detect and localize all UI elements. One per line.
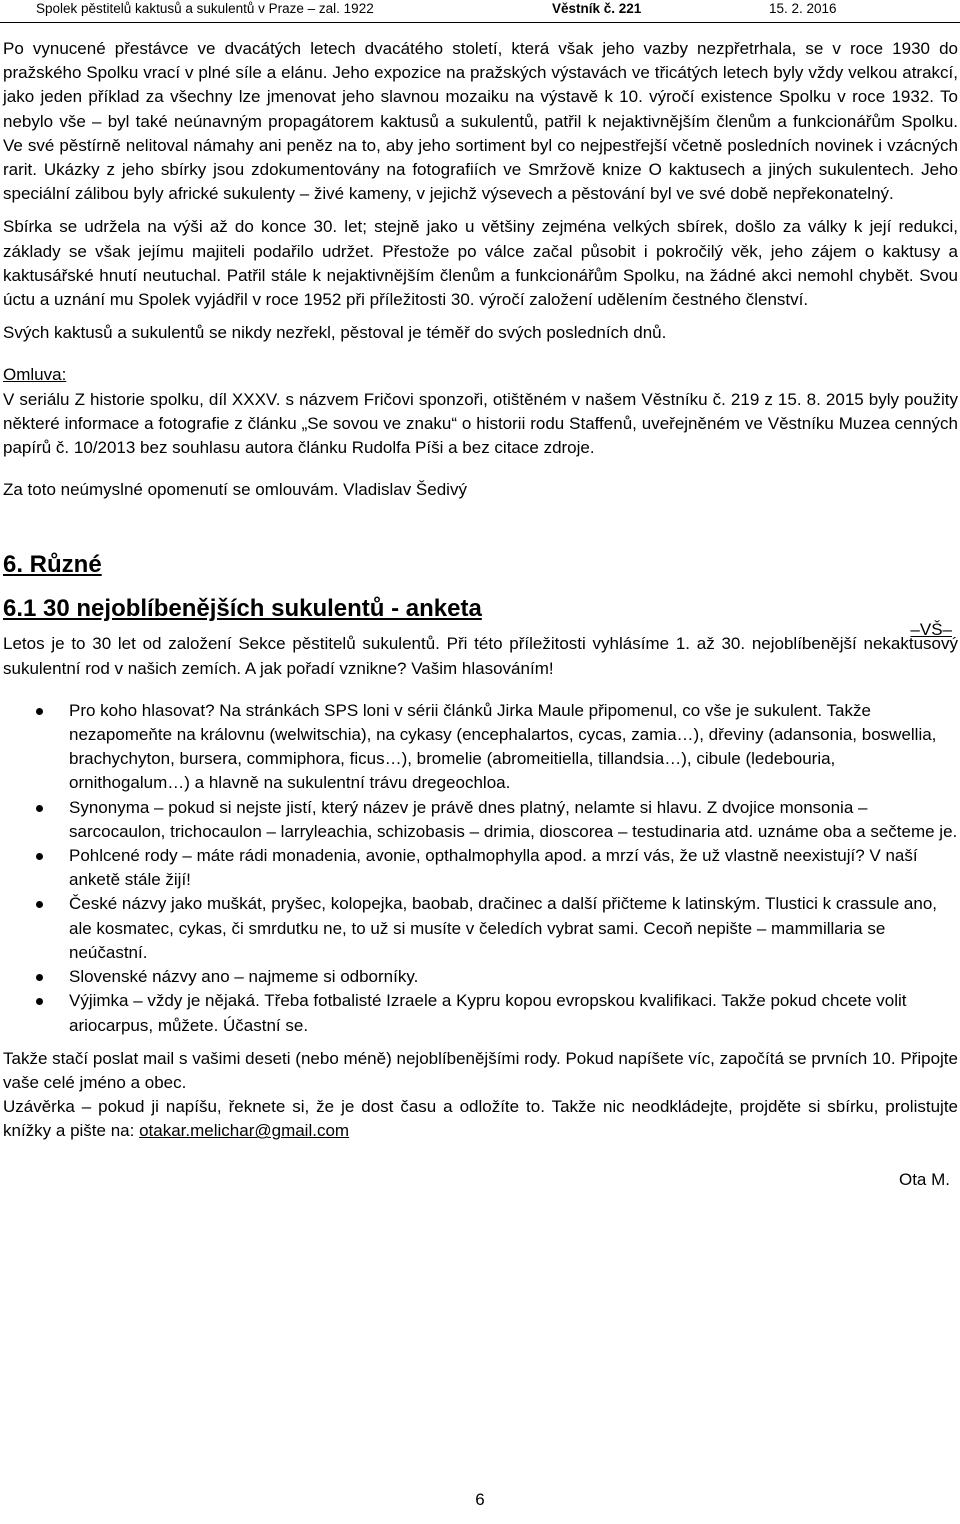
paragraph-history-2: Sbírka se udržela na výši až do konce 30. let; stejně jako u většiny zejména velkých sbírek, došlo za války k její redukci, základy se však jejímu majiteli podařilo udržet. Přestože po válce začal působit i pokročilý věk, jeho zájem o kaktusy a kaktusářské hnutí neutuchal. Patřil stále k nejaktivnějším členům a funkcionářům Spolku, na žádné akci nemohl chybět. Svou úctu a uznání mu Spolek vyjádřil v roce 1952 při příležitosti 30. výročí založení udělením čestného členství. xyxy=(3,217,958,310)
poll-deadline: Uzávěrka – pokud ji napíšu, řeknete si, že je dost času a odložíte to. Takže nic neodkládejte, projděte si sbírku, prolistujte knížky a pište na: otakar.melichar@gmail.com xyxy=(3,1097,958,1141)
list-item: Pohlcené rody – máte rádi monadenia, avonie, opthalmophylla apod. a mrzí vás, že už vlastně neexistují? V naší anketě stále žijí! xyxy=(3,844,958,892)
apology-initials: –VŠ– xyxy=(910,620,952,639)
section-subtitle: 6.1 30 nejoblíbenějších sukulentů - anketa xyxy=(3,595,482,623)
list-item: Výjimka – vždy je nějaká. Třeba fotbalisté Izraele a Kypru kopou evropskou kvalifikaci. Takže pokud chcete volit ariocarpus, můžete. Účastní se. xyxy=(3,989,958,1037)
paragraph-history-3: Svých kaktusů a sukulentů se nikdy nezřekl, pěstoval je téměř do svých posledních dnů. xyxy=(3,323,667,343)
header-date: 15. 2. 2016 xyxy=(769,1,837,16)
poll-intro: Letos je to 30 let od založení Sekce pěstitelů sukulentů. Při této příležitosti vyhlásíme 1. až 30. nejoblíbenější nekaktusový sukulentní rod v našich zemích. A jak pořadí vznikne? Vašim hlasováním! xyxy=(3,634,958,678)
bullet-icon xyxy=(36,974,43,981)
author-signature: Ota M. xyxy=(898,1169,950,1189)
header-bulletin: Věstník č. 221 xyxy=(552,1,642,16)
list-item: Synonyma – pokud si nejste jistí, který název je právě dnes platný, nelamte si hlavu. Z dvojice monsonia – sarcocaulon, trichocaulon – larryleachia, schizobasis – drimia, dioscorea – testudinaria atd. uznáme oba a sečteme je. xyxy=(3,796,958,844)
bullet-icon xyxy=(36,901,43,908)
email-link[interactable]: otakar.melichar@gmail.com xyxy=(139,1121,350,1141)
bullet-icon xyxy=(36,805,43,812)
poll-instructions: Takže stačí poslat mail s vašimi deseti (nebo méně) nejoblíbenějšími rody. Pokud napíšete víc, započítá se prvních 10. Připojte vaše celé jméno a obec. xyxy=(3,1048,958,1092)
poll-rules-list xyxy=(3,699,958,1038)
list-item: Pro koho hlasovat? Na stránkách SPS loni v sérii článků Jirka Maule připomenul, co vše je sukulent. Takže nezapomeňte na královnu (welwitschia), na cykasy (encephalartos, cycas, zamia…), dřeviny (adansonia, boswellia, brachychyton, bursera, commiphora, ficus…), bromelie (abromeitiella, tillandsia…), cibule (ledebouria, ornithogalum…) a hlavně na sukulentní trávu dregeochloa. xyxy=(3,699,958,796)
apology-heading: Omluva: xyxy=(3,365,67,385)
bullet-icon xyxy=(36,998,43,1005)
page-header xyxy=(0,0,960,23)
bullet-icon xyxy=(36,708,43,715)
article-body xyxy=(3,37,958,1192)
bullet-icon xyxy=(36,853,43,860)
apology-closing: Za toto neúmyslné opomenutí se omlouvám. Vladislav Šedivý xyxy=(3,480,467,500)
page-number: 6 xyxy=(475,1490,485,1509)
list-item: České názvy jako muškát, pryšec, kolopejka, baobab, dračinec a další přičteme k latinským. Tlustici k crassule ano, ale kosmatec, cykas, či smrdutku ne, to už si musíte v čeledích vybrat sami. Cecoň nepište – mammillaria se neúčastní. xyxy=(3,892,958,965)
list-item: Slovenské názvy ano – najmeme si odborníky. xyxy=(3,965,958,989)
section-title: 6. Různé xyxy=(3,551,102,579)
header-society: Spolek pěstitelů kaktusů a sukulentů v Praze – zal. 1922 xyxy=(36,1,374,16)
apology-text: V seriálu Z historie spolku, díl XXXV. s názvem Fričovi sponzoři, otištěném v našem Věstníku č. 219 z 15. 8. 2015 byly použity některé informace a fotografie z článku „Se sovou ve znaku“ o historii rodu Staffenů, uveřejněném ve Věstníku Muzea cenných papírů č. 10/2013 bez souhlasu autora článku Rudolfa Píši a bez citace zdroje. xyxy=(3,389,958,458)
paragraph-history-1: Po vynucené přestávce ve dvacátých letech dvacátého století, která však jeho vazby nezpřetrhala, se v roce 1930 do pražského Spolku vrací v plné síle a elánu. Jeho expozice na pražských výstavách ve třicátých letech byly vždy velkou atrakcí, jako jeden příklad za všechny lze jmenovat jeho slavnou mozaiku na výstavě k 10. výročí existence Spolku v roce 1932. To nebylo vše – byl také neúnavným propagátorem kaktusů a sukulentů, patřil k nejaktivnějším členům a funkcionářům Spolku. Ve své pěstírně nelitoval námahy ani peněz na to, aby jeho sortiment byl co nejpestřejší včetně posledních novinek i vzácných rarit. Ukázky z jeho sbírky jsou zdokumentovány na fotografiích ve Smržově knize O kaktusech a jiných sukulentech. Jeho speciální zálibou byly africké sukulenty – živé kameny, v jejichž výsevech a pěstování byl ve své době nepřekonatelný. xyxy=(3,39,958,204)
